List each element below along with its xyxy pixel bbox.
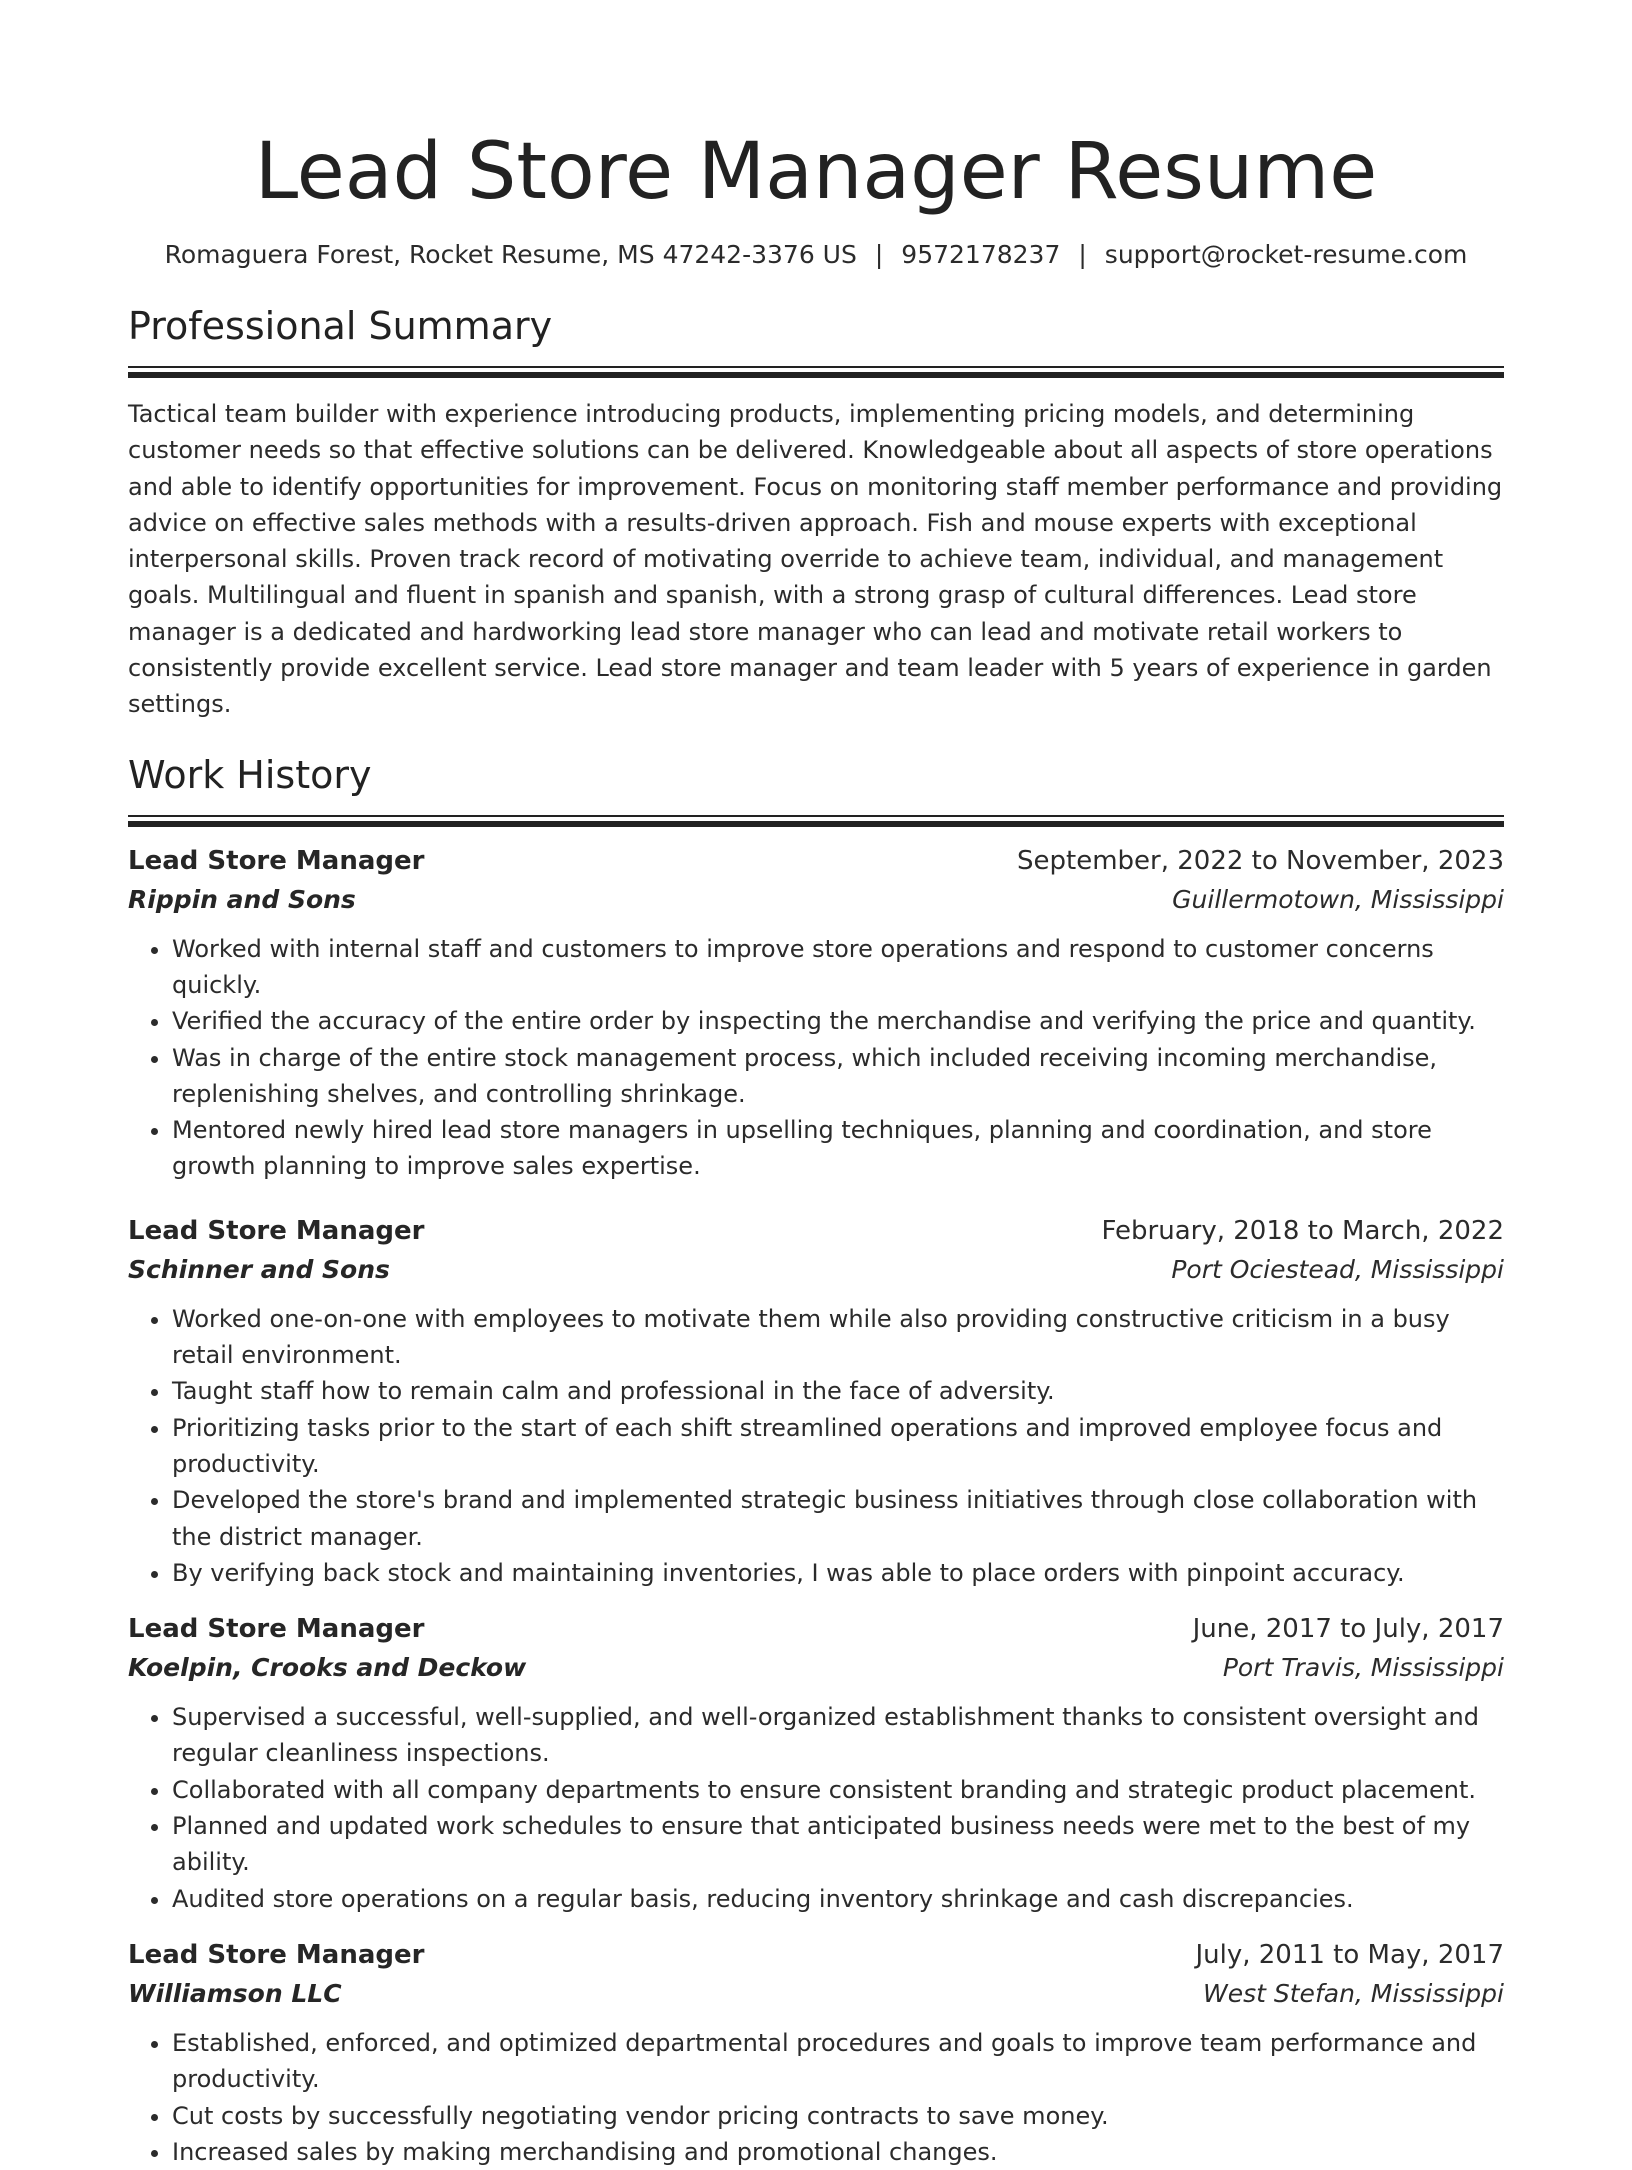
job-bullet: • Planned and updated work schedules to ensure that anticipated business needs were met to the best of my ability. <box>172 1808 1504 1881</box>
job-bullet: • Prioritizing tasks prior to the start of each shift streamlined operations and improved employee focus and productivity. <box>172 1410 1504 1483</box>
job-bullet: • Increased sales by making merchandising and promotional changes. <box>172 2134 1504 2170</box>
resume-page <box>128 0 1504 2170</box>
job-location: Port Travis, Mississippi <box>1222 1653 1504 1683</box>
job-entry <box>128 1935 1504 2170</box>
job-bullet: • Was in charge of the entire stock management process, which included receiving incoming merchandise, replenishing shelves, and controlling shrinkage. <box>172 1040 1504 1113</box>
work-history-heading: Work History <box>128 752 372 797</box>
contact-email: support@rocket-resume.com <box>1104 240 1468 269</box>
job-location: West Stefan, Mississippi <box>1203 1978 1504 2008</box>
section-divider <box>128 372 1504 378</box>
job-title: Lead Store Manager <box>128 1215 425 1246</box>
job-bullets <box>128 931 1504 1185</box>
job-subheader-row <box>128 1975 1504 2013</box>
summary-text: Tactical team builder with experience introducing products, implementing pricing models, and determining customer needs so that effective solutions can be delivered. Knowledgeable about all aspects of store operations and able to identify opportunities for improvement. Focus on monitoring staff member performance and providing advice on effective sales methods with a results-driven approach. Fish and mouse experts with exceptional interpersonal skills. Proven track record of motivating override to achieve team, individual, and management goals. Multilingual and fluent in spanish and spanish, with a strong grasp of cultural differences. Lead store manager is a dedicated and hardworking lead store manager who can lead and motivate retail workers to consistently provide excellent service. Lead store manager and team leader with 5 years of experience in garden settings. <box>128 400 1503 719</box>
job-dates: September, 2022 to November, 2023 <box>1017 845 1504 876</box>
summary-section <box>128 302 1504 723</box>
job-company: Williamson LLC <box>128 1978 342 2008</box>
job-company: Rippin and Sons <box>128 884 356 914</box>
job-bullet: • Supervised a successful, well-supplied, and well-organized establishment thanks to consistent oversight and regular cleanliness inspections. <box>172 1699 1504 1772</box>
job-title: Lead Store Manager <box>128 845 425 876</box>
job-bullet: • Established, enforced, and optimized departmental procedures and goals to improve team performance and productivity. <box>172 2025 1504 2098</box>
contact-separator: | <box>874 240 884 269</box>
job-bullet: • Collaborated with all company departments to ensure consistent branding and strategic product placement. <box>172 1772 1504 1808</box>
job-company: Koelpin, Crooks and Deckow <box>128 1653 527 1683</box>
contact-line <box>128 238 1504 272</box>
job-bullet: • Worked with internal staff and customers to improve store operations and respond to customer concerns quickly. <box>172 931 1504 1004</box>
job-bullet: • By verifying back stock and maintaining inventories, I was able to place orders with pinpoint accuracy. <box>172 1555 1504 1591</box>
job-dates: June, 2017 to July, 2017 <box>1192 1614 1504 1645</box>
section-divider <box>128 815 1504 817</box>
job-location: Guillermotown, Mississippi <box>1172 884 1504 914</box>
resume-title: Lead Store Manager Resume <box>254 127 1378 217</box>
contact-phone: 9572178237 <box>901 240 1061 269</box>
job-company: Schinner and Sons <box>128 1254 390 1284</box>
job-subheader-row <box>128 1649 1504 1687</box>
job-location: Port Ociestead, Mississippi <box>1171 1254 1504 1284</box>
job-title: Lead Store Manager <box>128 1614 425 1645</box>
job-bullet: • Mentored newly hired lead store managers in upselling techniques, planning and coordination, and store growth planning to improve sales expertise. <box>172 1112 1504 1185</box>
section-divider <box>128 821 1504 827</box>
job-bullet: • Developed the store's brand and implemented strategic business initiatives through close collaboration with the district manager. <box>172 1482 1504 1555</box>
contact-address: Romaguera Forest, Rocket Resume, MS 47242-3376 US <box>164 240 857 269</box>
job-bullets <box>128 1699 1504 1917</box>
job-header-row <box>128 1211 1504 1251</box>
job-entry <box>128 841 1504 1185</box>
job-title: Lead Store Manager <box>128 1939 425 1970</box>
job-bullet: • Cut costs by successfully negotiating vendor pricing contracts to save money. <box>172 2098 1504 2134</box>
work-history-section <box>128 751 1504 2170</box>
job-bullet: • Worked one-on-one with employees to motivate them while also providing constructive criticism in a busy retail environment. <box>172 1301 1504 1374</box>
job-dates: July, 2011 to May, 2017 <box>1195 1939 1504 1970</box>
job-bullet: • Audited store operations on a regular basis, reducing inventory shrinkage and cash discrepancies. <box>172 1881 1504 1917</box>
job-dates: February, 2018 to March, 2022 <box>1101 1215 1504 1246</box>
job-subheader-row <box>128 881 1504 919</box>
section-divider <box>128 366 1504 368</box>
job-header-row <box>128 1935 1504 1975</box>
job-header-row <box>128 841 1504 881</box>
job-subheader-row <box>128 1251 1504 1289</box>
job-entry <box>128 1211 1504 1591</box>
job-bullet: • Verified the accuracy of the entire order by inspecting the merchandise and verifying the price and quantity. <box>172 1003 1504 1039</box>
job-bullets <box>128 2025 1504 2170</box>
job-entry <box>128 1609 1504 1917</box>
summary-heading: Professional Summary <box>128 304 553 348</box>
job-bullet: • Taught staff how to remain calm and professional in the face of adversity. <box>172 1373 1504 1409</box>
contact-separator: | <box>1078 240 1087 269</box>
job-bullets <box>128 1301 1504 1591</box>
job-header-row <box>128 1609 1504 1649</box>
